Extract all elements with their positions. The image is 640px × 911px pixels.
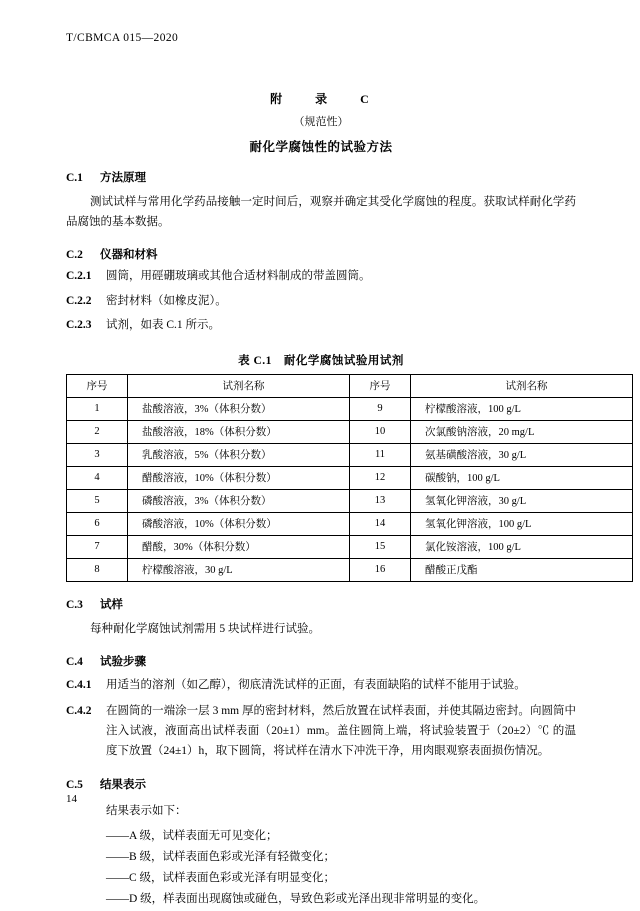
section-c1-paragraph: 测试试样与常用化学药品接触一定时间后，观察并确定其受化学腐蚀的程度。获取试样耐化学药品腐蚀的基本数据。 <box>66 196 576 229</box>
result-item: ——D 级，样表面出现腐蚀或碰色，导致色彩或光泽出现非常明显的变化。 <box>106 893 486 906</box>
cell-name-right: 氢氧化钾溶液，30 g/L <box>411 489 633 512</box>
cell-index-left: 4 <box>67 466 128 489</box>
cell-name-right: 氢氧化钾溶液，100 g/L <box>411 512 633 535</box>
section-heading-c1 <box>66 169 576 185</box>
table-header-index-1: 序号 <box>67 374 128 397</box>
cell-name-left: 乳酸溶液，5%（体积分数） <box>128 443 350 466</box>
cell-name-right: 醋酸正戊酯 <box>411 558 633 581</box>
cell-index-right: 14 <box>350 512 411 535</box>
table-row <box>67 512 633 535</box>
table-header-name-1: 试剂名称 <box>128 374 350 397</box>
section-c3-paragraph: 每种耐化学腐蚀试剂需用 5 块试样进行试验。 <box>90 622 320 635</box>
section-number: C.4 <box>66 656 83 669</box>
cell-index-right: 15 <box>350 535 411 558</box>
section-number: C.2 <box>66 249 83 262</box>
section-number: C.5 <box>66 778 83 791</box>
section-heading-c3 <box>66 596 576 612</box>
section-title: 试验步骤 <box>100 656 146 669</box>
table-row <box>67 443 633 466</box>
cell-name-left: 磷酸溶液，10%（体积分数） <box>128 512 350 535</box>
cell-name-right: 氯化铵溶液，100 g/L <box>411 535 633 558</box>
results-list <box>66 826 576 911</box>
section-number: C.3 <box>66 598 83 611</box>
clause-text: 密封材料（如橡皮泥）。 <box>106 294 227 307</box>
section-title: 仪器和材料 <box>100 249 158 262</box>
annex-type: （规范性） <box>293 116 349 128</box>
results-intro: 结果表示如下： <box>106 804 187 817</box>
table-row <box>67 397 633 420</box>
clause-text: 圆筒，用硜硼玻璃或其他合适材料制成的带盖圆筒。 <box>106 270 371 283</box>
cell-index-right: 10 <box>350 420 411 443</box>
table-row <box>67 489 633 512</box>
clause-text: 在圆筒的一端涂一层 3 mm 厚的密封材料，然后放置在试样表面，并使其隔边密封。向圆筒中注入试液，液面高出试样表面（20±1）mm。盖住圆筒上端，将试验装置于（20±2）℃ 的温度下放置（24±1）h，取下圆筒，将试样在清水下冲洗干净，用肉眼观察表面损伤情况。 <box>106 705 576 758</box>
clause-number: C.2.1 <box>66 270 92 283</box>
table-row <box>67 466 633 489</box>
cell-name-right: 次氯酸钠溶液，20 mg/L <box>411 420 633 443</box>
table-header-row <box>67 374 633 397</box>
clause-c23 <box>66 316 576 336</box>
cell-index-left: 2 <box>67 420 128 443</box>
table-row <box>67 558 633 581</box>
section-number: C.1 <box>66 172 83 184</box>
page-header: T/CBMCA 015—2020 <box>66 32 179 44</box>
section-heading-c4 <box>66 653 576 669</box>
cell-name-right: 氨基磺酸溶液，30 g/L <box>411 443 633 466</box>
cell-name-right: 碳酸钠，100 g/L <box>411 466 633 489</box>
table-row <box>67 535 633 558</box>
clause-number: C.4.1 <box>66 679 92 692</box>
cell-name-left: 醋酸，30%（体积分数） <box>128 535 350 558</box>
cell-index-right: 16 <box>350 558 411 581</box>
table-row <box>67 420 633 443</box>
clause-text: 试剂，如表 C.1 所示。 <box>106 319 221 332</box>
cell-index-left: 8 <box>67 558 128 581</box>
cell-index-left: 3 <box>67 443 128 466</box>
cell-name-left: 盐酸溶液，18%（体积分数） <box>128 420 350 443</box>
section-heading-c2 <box>66 246 576 262</box>
cell-index-left: 1 <box>67 397 128 420</box>
result-item: ——C 级，试样表面色彩或光泽有明显变化； <box>106 872 336 885</box>
cell-index-right: 12 <box>350 466 411 489</box>
section-title: 方法原理 <box>100 172 146 184</box>
cell-index-right: 9 <box>350 397 411 420</box>
result-item: ——B 级，试样表面色彩或光泽有轻微变化； <box>106 850 336 863</box>
section-title: 试样 <box>100 598 123 611</box>
cell-name-left: 柠檬酸溶液，30 g/L <box>128 558 350 581</box>
clause-number: C.2.2 <box>66 294 92 307</box>
page-content <box>66 80 576 911</box>
clause-c22 <box>66 292 576 312</box>
annex-label: 附 录 C <box>270 92 372 106</box>
result-item: ——A 级，试样表面无可见变化； <box>106 829 278 842</box>
cell-index-right: 11 <box>350 443 411 466</box>
clause-number: C.2.3 <box>66 319 92 332</box>
section-title: 结果表示 <box>100 778 146 791</box>
cell-index-left: 6 <box>67 512 128 535</box>
page-number: 14 <box>66 793 77 805</box>
section-heading-c5 <box>66 776 576 792</box>
clause-c41 <box>66 675 576 695</box>
cell-name-right: 柠檬酸溶液，100 g/L <box>411 397 633 420</box>
cell-name-left: 盐酸溶液，3%（体积分数） <box>128 397 350 420</box>
cell-index-left: 5 <box>67 489 128 512</box>
cell-name-left: 醋酸溶液，10%（体积分数） <box>128 466 350 489</box>
clause-number: C.4.2 <box>66 705 92 718</box>
table-caption: 表 C.1 耐化学腐蚀试验用试剂 <box>238 354 404 367</box>
cell-name-left: 磷酸溶液，3%（体积分数） <box>128 489 350 512</box>
clause-text: 用适当的溶剂（如乙醇），彻底清洗试样的正面，有表面缺陷的试样不能用于试验。 <box>106 679 526 692</box>
table-header-name-2: 试剂名称 <box>411 374 633 397</box>
clause-c21 <box>66 267 576 287</box>
cell-index-left: 7 <box>67 535 128 558</box>
annex-title: 耐化学腐蚀性的试验方法 <box>249 140 393 154</box>
table-header-index-2: 序号 <box>350 374 411 397</box>
cell-index-right: 13 <box>350 489 411 512</box>
reagents-table <box>66 374 633 582</box>
clause-c42 <box>66 701 576 761</box>
